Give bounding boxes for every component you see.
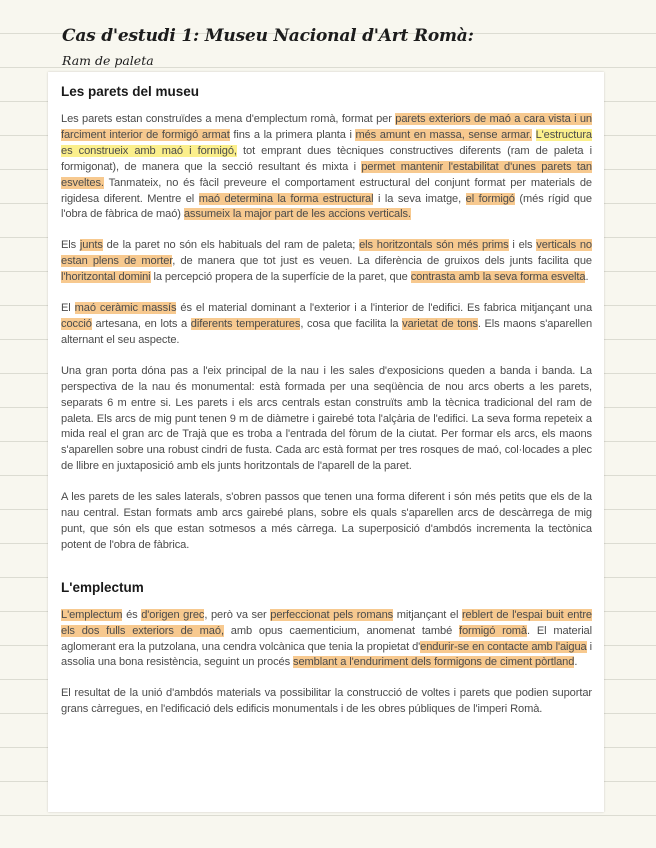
handwritten-subtitle: Ram de paleta bbox=[62, 53, 154, 68]
text-run: artesana, en lots a bbox=[91, 317, 191, 330]
text-run: El bbox=[61, 302, 75, 315]
paragraph bbox=[61, 490, 592, 554]
highlighted-phrase: permet mantenir l'estabilitat d'unes parets tan esveltes. bbox=[61, 160, 592, 189]
highlighted-phrase: reblert de l'espai buit entre els dos fulls exteriors de maó, bbox=[61, 608, 592, 637]
highlighted-phrase: més amunt en massa, sense armar. bbox=[355, 128, 532, 141]
text-run: i els bbox=[508, 239, 537, 252]
text-run: (més rígid que l'obra de fàbrica de maó) bbox=[61, 192, 592, 221]
text-run: Els bbox=[61, 239, 80, 252]
paragraph bbox=[61, 301, 592, 349]
handwritten-title: Cas d'estudi 1: Museu Nacional d'Art Romà: bbox=[62, 26, 474, 46]
text-run: Les parets estan construïdes a mena d'emplectum romà, format per bbox=[61, 113, 396, 125]
highlighted-phrase: diferents temperatures bbox=[190, 317, 301, 330]
highlighted-phrase: perfeccionat pels romans bbox=[270, 608, 394, 621]
highlighted-phrase: semblant a l'enduriment dels formigons de ciment pòrtland bbox=[293, 656, 575, 669]
text-run: , cosa que facilita la bbox=[300, 317, 403, 330]
highlighted-phrase: maó determina la forma estructural bbox=[198, 192, 374, 205]
paragraph bbox=[61, 112, 592, 223]
highlighted-phrase: L'estructura es construeix amb maó i formigó, bbox=[61, 128, 592, 157]
text-run: i la seva imatge, bbox=[373, 192, 466, 205]
text-run: . bbox=[585, 271, 589, 284]
highlighted-phrase: contrasta amb la seva forma esvelta bbox=[410, 271, 586, 284]
highlighted-phrase: l'horitzontal domini bbox=[61, 271, 151, 284]
highlighted-phrase: maó ceràmic massís bbox=[74, 302, 177, 315]
highlighted-phrase: verticals no estan plens de morter bbox=[61, 239, 592, 268]
highlighted-phrase: els horitzontals són més prims bbox=[359, 239, 509, 252]
highlighted-phrase: el formigó bbox=[465, 192, 515, 205]
section-heading-emplectum: L'emplectum bbox=[61, 579, 144, 595]
text-run: A les parets de les sales laterals, s'obren passos que tenen una forma diferent i són més petits que els de la nau central. Estan formats amb arcs gairebé plans, sobre els quals s'aparellen arcs de descàrrega de mig punt, que són els que estan sotmesos a més càrrega. La superposició d'ambdós incrementa la tectònica potent de l'obra de fàbrica. bbox=[61, 491, 592, 551]
text-run: . Els maons s'aparellen alternant el seu aspecte. bbox=[61, 317, 593, 346]
text-run: , de manera que tot just es veuen. La diferència de gruixos dels junts facilita que bbox=[172, 255, 592, 268]
printed-sheet bbox=[48, 72, 604, 812]
text-run: . El material aglomerant era la putzolana, una cendra volcànica que tenia la propietat d' bbox=[61, 624, 592, 653]
text-run: és el material dominant a l'exterior i a l'interior de l'edifici. Es fabrica mitjançant una bbox=[176, 302, 593, 315]
paragraph bbox=[61, 364, 592, 475]
paragraph bbox=[61, 608, 592, 672]
text-run: Tanmateix, no és fàcil preveure el comportament estructural del conjunt format per materials de rigidesa diferent. Mentre el bbox=[61, 176, 592, 205]
text-run: i assolia una bona resistència, seguint un procés bbox=[61, 640, 592, 669]
highlighted-phrase: d'origen grec bbox=[141, 608, 205, 621]
text-run: El resultat de la unió d'ambdós materials va possibilitar la construcció de voltes i parets que podien suportar grans càrregues, en l'edificació dels edificis monumentals i de les obres públiques de l'imperi Romà. bbox=[61, 687, 592, 716]
highlighted-phrase: assumeix la major part de les accions verticals. bbox=[183, 208, 411, 221]
text-run: és bbox=[122, 608, 142, 621]
highlighted-phrase: parets exteriors de maó a cara vista i un farciment interior de formigó armat bbox=[61, 113, 593, 141]
text-run: la percepció propera de la superfície de la paret, que bbox=[150, 271, 411, 284]
text-run: tot emprant dues tècniques constructives diferents (ram de paleta i formigonat), de manera que la secció resultant és mixta i bbox=[61, 144, 592, 173]
highlighted-phrase: junts bbox=[79, 239, 103, 252]
text-run: mitjançant el bbox=[393, 608, 462, 621]
text-run: fins a la primera planta i bbox=[229, 128, 356, 141]
highlighted-phrase: L'emplectum bbox=[61, 608, 123, 621]
text-run: . bbox=[574, 656, 578, 669]
highlighted-phrase: endurir-se en contacte amb l'aigua bbox=[420, 640, 587, 653]
paragraph bbox=[61, 238, 592, 286]
highlighted-phrase: cocció bbox=[61, 317, 92, 330]
paragraph bbox=[61, 686, 592, 718]
text-run: de la paret no són els habituals del ram de paleta; bbox=[102, 239, 360, 252]
highlighted-phrase: varietat de tons bbox=[402, 317, 478, 330]
section-heading-parets: Les parets del museu bbox=[61, 84, 200, 99]
text-run: , però va ser bbox=[204, 608, 271, 621]
text-run: Una gran porta dóna pas a l'eix principal de la nau i les sales d'exposicions queden a banda i banda. La perspectiva de la nau és monumental: està formada per una seqüència de nou arcs oberts a les parets, separats 6 m entre si. Les parets i els arcs centrals estan construïts amb la tècnica tradicional del ram de paleta. Els arcs de mig punt tenen 9 m de diàmetre i gairebé tota l'alçària de l'edifici. La seva forma repeteix a mida real el gran arc de Trajà que es troba a l'entrada del fòrum de la ciutat. Per formar els arcs, els maons s'aparellen sobre una robust cindri de fusta. Cada arc està format per tres rosques de maó, col·locades a plec de llibre en juxtaposició amb els junts horitzontals de l'aparell de la paret. bbox=[61, 364, 592, 473]
highlighted-phrase: formigó romà bbox=[459, 624, 528, 637]
text-run: amb opus caementicium, anomenat també bbox=[223, 624, 459, 637]
